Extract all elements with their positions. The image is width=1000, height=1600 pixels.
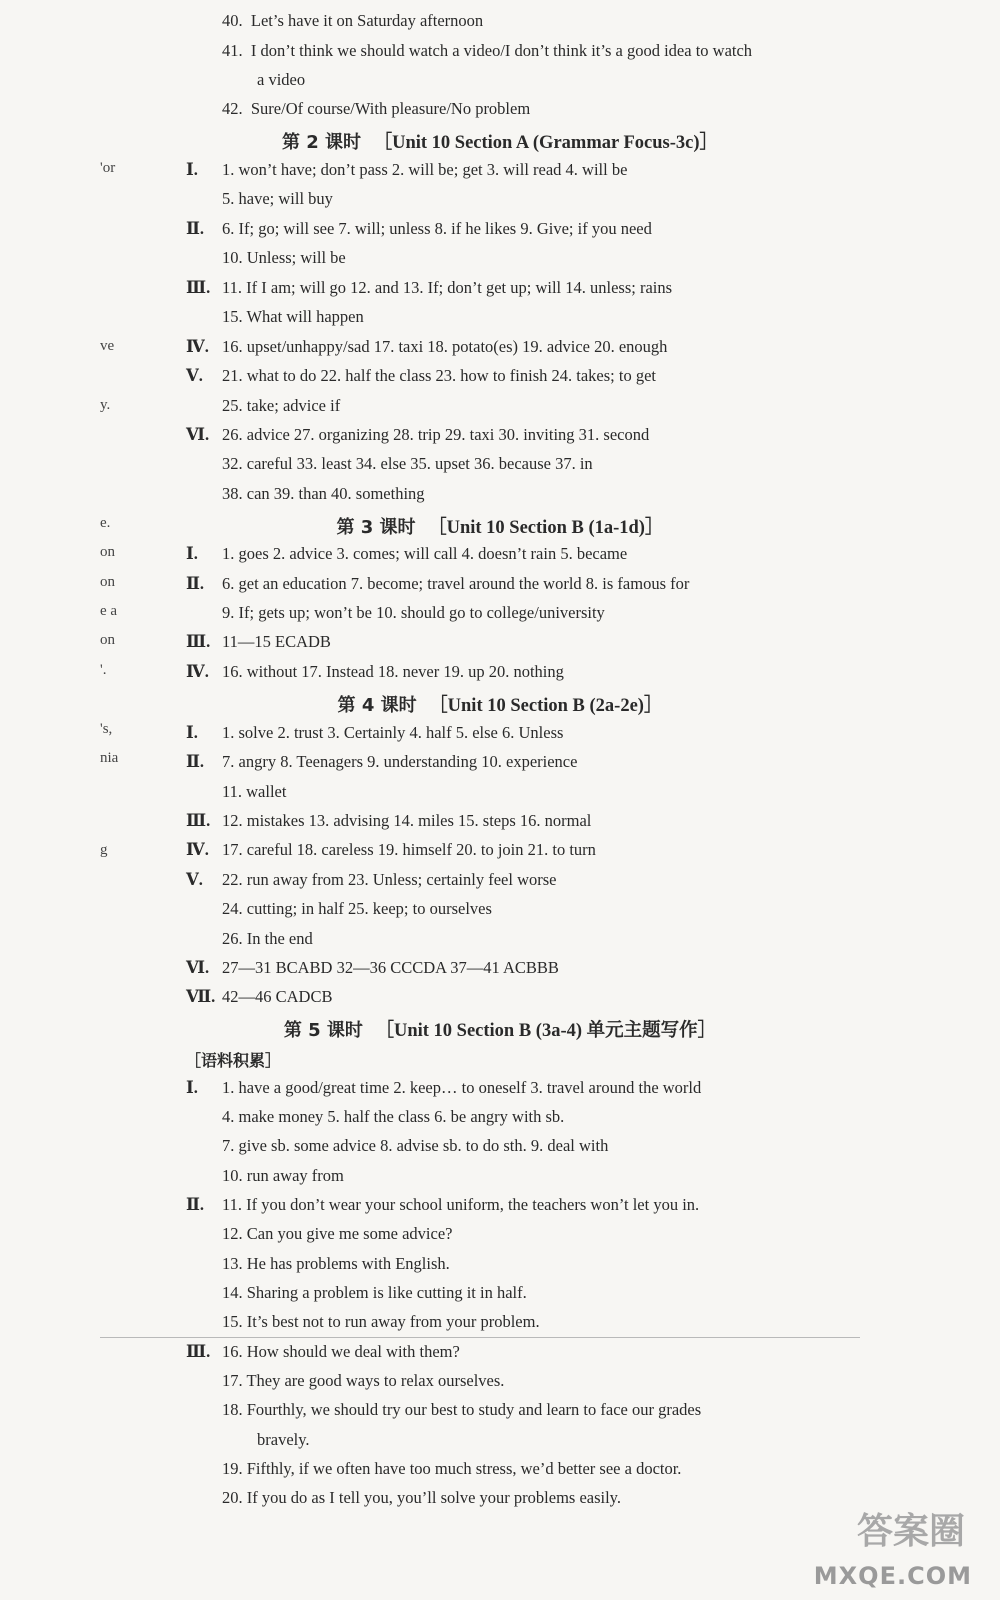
answer-line: 6. get an education 7. become; travel around the world 8. is famous for [222,574,690,593]
answer-line: 17. They are good ways to relax ourselves. [222,1371,505,1390]
answer-line: 10. Unless; will be [222,248,346,267]
answer-line: 14. Sharing a problem is like cutting it in half. [222,1283,527,1302]
roman-numeral: Ⅱ. [186,219,205,238]
answer-line: 25. take; advice if [222,396,341,415]
margin-fragment: ve [100,338,115,354]
section-heading-2: 第 2 课时 ［Unit 10 Section A (Grammar Focus-3c)］ [281,132,719,153]
answer-line: 26. In the end [222,929,313,948]
margin-fragment: nia [100,750,119,766]
answer-line: 32. careful 33. least 34. else 35. upset 36. because 37. in [222,454,593,473]
answer-line: 40. Let’s have it on Saturday afternoon [222,11,484,30]
answer-line: 1. have a good/great time 2. keep… to oneself 3. travel around the world [222,1078,702,1097]
answer-line: 11—15 ECADB [222,632,331,651]
roman-numeral: Ⅵ. [186,958,210,977]
roman-numeral: Ⅵ. [186,425,210,444]
margin-fragment: 's, [100,721,113,737]
watermark-text: MXQE.COM [813,1562,972,1590]
roman-numeral: Ⅰ. [186,723,198,742]
answer-line: 16. How should we deal with them? [222,1342,460,1361]
roman-numeral: Ⅲ. [186,278,211,297]
answer-line: 19. Fifthly, if we often have too much stress, we’d better see a doctor. [222,1459,682,1478]
answer-line: 16. upset/unhappy/sad 17. taxi 18. potato(es) 19. advice 20. enough [222,337,668,356]
answer-line: 42. Sure/Of course/With pleasure/No problem [222,99,531,118]
section-heading-5: 第 5 课时 ［Unit 10 Section B (3a-4) 单元主题写作］ [283,1020,717,1041]
margin-fragment: e a [100,603,118,619]
answer-line: 1. won’t have; don’t pass 2. will be; get 3. will read 4. will be [222,160,628,179]
answer-line: 7. angry 8. Teenagers 9. understanding 10. experience [222,752,578,771]
roman-numeral: Ⅰ. [186,160,198,179]
answer-line: 18. Fourthly, we should try our best to study and learn to face our grades [222,1400,702,1419]
answer-line: 27—31 BCABD 32—36 CCCDA 37—41 ACBBB [222,958,559,977]
answer-line: 26. advice 27. organizing 28. trip 29. taxi 30. inviting 31. second [222,425,650,444]
answer-line: 41. I don’t think we should watch a video/I don’t think it’s a good idea to watch [222,41,753,60]
answer-line: 11. wallet [222,782,287,801]
answer-line: 11. If I am; will go 12. and 13. If; don’t get up; will 14. unless; rains [222,278,673,297]
fold-line [100,1337,860,1338]
answer-line: 12. Can you give me some advice? [222,1224,453,1243]
answer-line: 9. If; gets up; won’t be 10. should go to college/university [222,603,605,622]
roman-numeral: Ⅲ. [186,1342,211,1361]
answer-line: 7. give sb. some advice 8. advise sb. to do sth. 9. deal with [222,1136,609,1155]
answer-line: 1. solve 2. trust 3. Certainly 4. half 5. else 6. Unless [222,723,564,742]
roman-numeral: Ⅲ. [186,632,211,651]
answer-line: 24. cutting; in half 25. keep; to ourselves [222,899,492,918]
answer-line: 16. without 17. Instead 18. never 19. up 20. nothing [222,662,564,681]
section-heading-3: 第 3 课时 ［Unit 10 Section B (1a-1d)］ [336,517,664,538]
roman-numeral: Ⅰ. [186,1078,198,1097]
roman-numeral: Ⅰ. [186,544,198,563]
answer-line: 20. If you do as I tell you, you’ll solve your problems easily. [222,1488,621,1507]
answer-line: 21. what to do 22. half the class 23. how to finish 24. takes; to get [222,366,656,385]
roman-numeral: Ⅳ. [186,337,209,356]
margin-fragment: on [100,632,115,648]
answer-line: a video [257,70,306,89]
watermark-logo: 答案圈 [856,1511,965,1552]
roman-numeral: Ⅴ. [186,366,203,385]
roman-numeral: Ⅳ. [186,840,209,859]
margin-fragment: 'or [100,160,116,176]
answer-line: 5. have; will buy [222,189,333,208]
corpus-tag: ［语料积累］ [185,1051,282,1070]
roman-numeral: Ⅶ. [186,987,216,1006]
answer-line: 6. If; go; will see 7. will; unless 8. if he likes 9. Give; if you need [222,219,652,238]
answer-line: 38. can 39. than 40. something [222,484,425,503]
margin-fragment: y. [100,397,111,413]
roman-numeral: Ⅱ. [186,752,205,771]
roman-numeral: Ⅱ. [186,1195,205,1214]
answer-line: 1. goes 2. advice 3. comes; will call 4. doesn’t rain 5. became [222,544,628,563]
answer-line: 4. make money 5. half the class 6. be angry with sb. [222,1107,565,1126]
roman-numeral: Ⅲ. [186,811,211,830]
margin-fragment: g [100,842,108,858]
answer-line: 11. If you don’t wear your school uniform, the teachers won’t let you in. [222,1195,700,1214]
margin-fragment: on [100,544,115,560]
answer-line: 22. run away from 23. Unless; certainly feel worse [222,870,557,889]
answer-line: 17. careful 18. careless 19. himself 20. to join 21. to turn [222,840,596,859]
answer-line: 12. mistakes 13. advising 14. miles 15. steps 16. normal [222,811,592,830]
answer-line: 15. It’s best not to run away from your problem. [222,1312,540,1331]
answer-line: 10. run away from [222,1166,344,1185]
roman-numeral: Ⅴ. [186,870,203,889]
margin-fragment: on [100,574,115,590]
answer-line: 13. He has problems with English. [222,1254,450,1273]
margin-fragment: '. [100,662,107,678]
answer-line: bravely. [257,1430,310,1449]
roman-numeral: Ⅱ. [186,574,205,593]
roman-numeral: Ⅳ. [186,662,209,681]
answer-line: 42—46 CADCB [222,987,333,1006]
section-heading-4: 第 4 课时 ［Unit 10 Section B (2a-2e)］ [337,695,663,716]
answer-line: 15. What will happen [222,307,364,326]
margin-fragment: e. [100,515,111,531]
